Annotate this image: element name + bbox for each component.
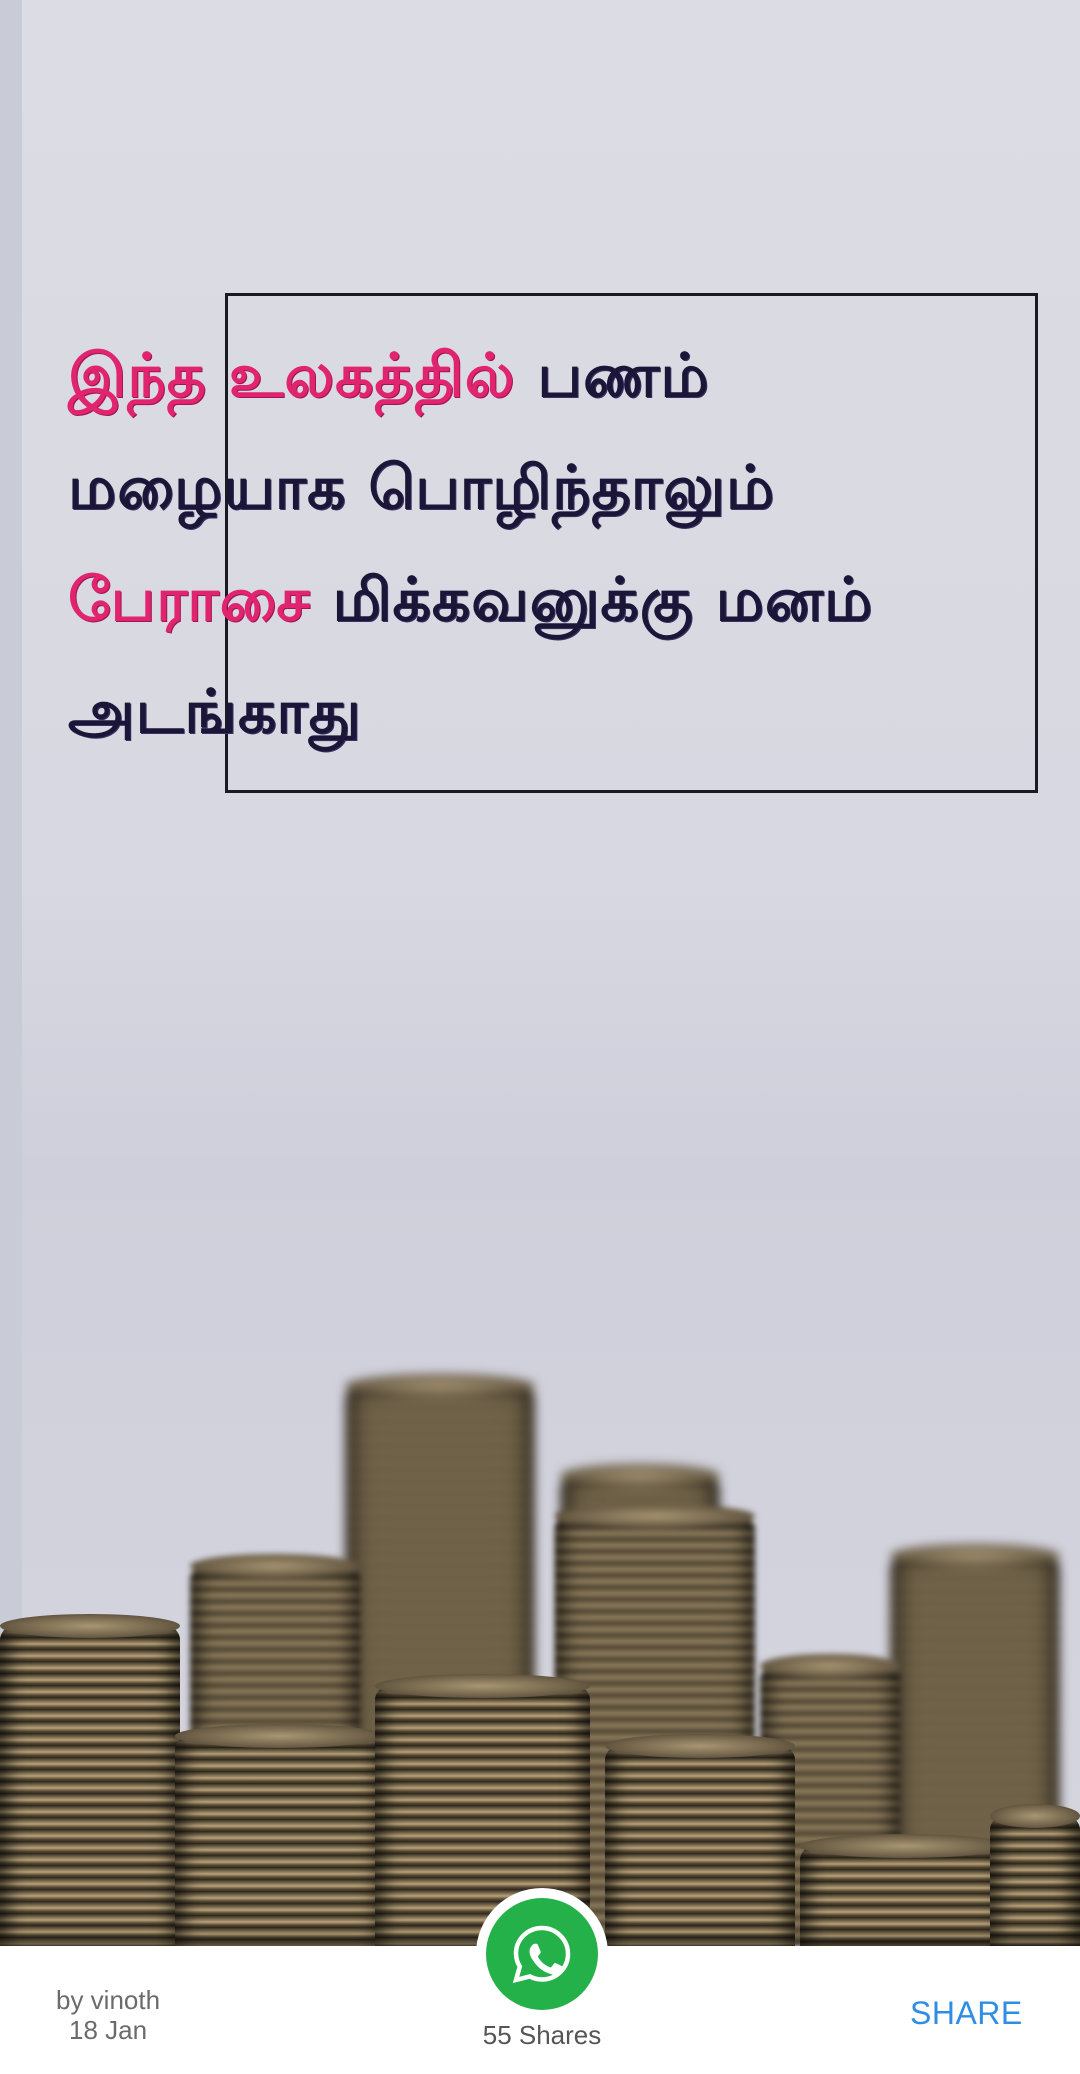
quote-line-2: மழையாக பொழிந்தாலும்	[68, 453, 776, 523]
quote-line-1-pink: இந்த உலகத்தில்	[68, 341, 516, 411]
coin-stacks-photo	[0, 1250, 1080, 1946]
whatsapp-icon	[486, 1898, 598, 2010]
coin-stack	[175, 1736, 385, 1946]
share-button[interactable]: SHARE	[910, 1995, 1023, 2031]
coin-stack	[990, 1816, 1080, 1946]
quote-line-3-dark: மிக்கவனுக்கு மனம்	[332, 565, 874, 635]
share-count: 55 Shares	[482, 2020, 602, 2050]
quote-line-3-pink: பேராசை	[68, 565, 311, 635]
coin-stack	[800, 1846, 1010, 1946]
post-date: 18 Jan	[69, 2015, 148, 2045]
whatsapp-share-button[interactable]	[476, 1888, 608, 2020]
quote-text	[68, 320, 1028, 768]
quote-line-1	[68, 320, 1028, 432]
quote-line-1-dark: பணம்	[537, 341, 710, 411]
author-name: by vinoth	[56, 1985, 161, 2015]
coin-stack	[605, 1746, 795, 1946]
quote-line-3	[68, 544, 1028, 656]
quote-line-4: அடங்காது	[68, 677, 362, 747]
author-info[interactable]	[56, 1985, 160, 2045]
coin-stack	[0, 1626, 180, 1946]
